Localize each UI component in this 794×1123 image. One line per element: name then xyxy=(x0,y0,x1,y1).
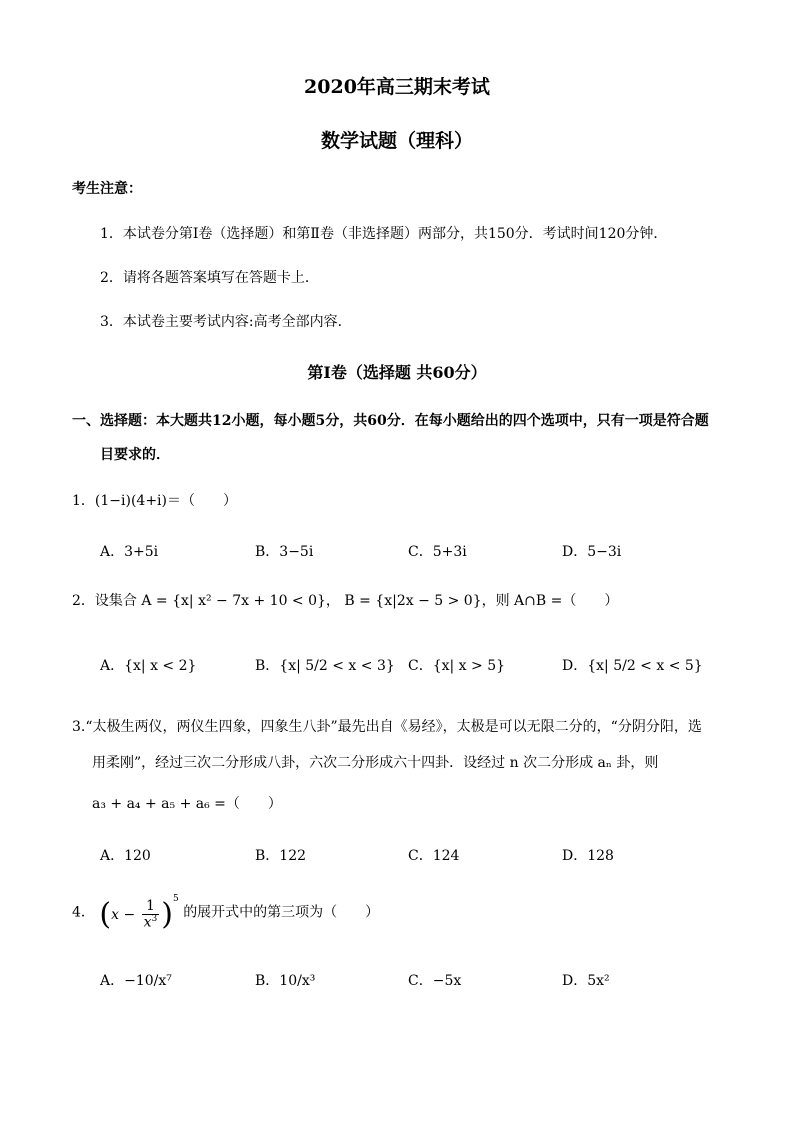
set-a: A = {x| x² − 7x + 10 < 0} xyxy=(141,593,326,609)
q3-option-b: B．122 xyxy=(255,848,307,864)
question-1 xyxy=(72,490,237,510)
question-3 xyxy=(72,716,702,736)
question-number: 1． xyxy=(72,493,95,509)
notice-item-2: 2．请将各题答案填写在答题卡上． xyxy=(100,270,319,286)
question-number: 2． xyxy=(72,593,95,609)
question-number: 3. xyxy=(72,719,86,735)
question-3-line-2: 用柔刚”，经过三次二分形成八卦，六次二分形成六十四卦．设经过 n 次二分形成 aₙ 卦，则 xyxy=(92,755,659,771)
question-stem-suffix: 的展开式中的第三项为（ ） xyxy=(183,904,380,921)
notice-heading: 考生注意： xyxy=(72,181,142,197)
question-stem-suffix: 则 A∩B =（ ） xyxy=(495,593,619,609)
q3-option-a: A．120 xyxy=(100,848,151,864)
q2-option-d: D．{x| 5/2 < x < 5} xyxy=(562,658,703,674)
section-title: 第Ⅰ卷（选择题 共60分） xyxy=(307,363,487,382)
question-number: 4． xyxy=(72,904,95,921)
q4-option-b: B．10/x³ xyxy=(255,973,316,989)
question-stem-prefix: 设集合 xyxy=(94,593,137,609)
question-3-line-3: a₃ + a₄ + a₅ + a₆ =（ ） xyxy=(92,796,282,812)
q1-option-c: C．5+3i xyxy=(408,544,467,560)
q3-option-d: D．128 xyxy=(562,848,614,864)
question-2: 2．设集合 A = {x| x² − 7x + 10 < 0}， B = {x|2x − 5 > 0}，则 A∩B =（ ） xyxy=(72,593,619,609)
q1-option-b: B．3−5i xyxy=(255,544,314,560)
q4-option-c: C．−5x xyxy=(408,973,462,989)
q2-option-c: C．{x| x > 5} xyxy=(408,658,506,674)
set-b: B = {x|2x − 5 > 0} xyxy=(344,593,482,609)
q4-option-a: A．−10/x⁷ xyxy=(100,973,172,989)
question-stem: (1−i)(4+i)＝（ ） xyxy=(94,493,237,509)
q3-option-c: C．124 xyxy=(408,848,460,864)
q1-option-d: D．5−3i xyxy=(562,544,622,560)
question-4 xyxy=(72,894,379,931)
q1-option-a: A．3+5i xyxy=(100,544,159,560)
notice-item-1: 1．本试卷分第Ⅰ卷（选择题）和第Ⅱ卷（非选择题）两部分，共150分．考试时间120分钟． xyxy=(100,226,668,242)
notice-item-3: 3．本试卷主要考试内容:高考全部内容． xyxy=(100,314,352,330)
page-title: 2020年高三期末考试 xyxy=(304,76,490,98)
q4-option-d: D．5x² xyxy=(562,973,610,989)
q2-option-a: A．{x| x < 2} xyxy=(100,658,197,674)
binomial-expression: (x − $\frac{1}{x^3}$ )$^5$ xyxy=(99,894,179,932)
q2-option-b: B．{x| 5/2 < x < 3} xyxy=(255,658,395,674)
page-subtitle: 数学试题（理科） xyxy=(320,130,473,152)
section-instruction-cont: 目要求的． xyxy=(100,447,170,463)
section-instruction: 一、选择题：本大题共12小题，每小题5分，共60分．在每小题给出的四个选项中，只有一项是符合题 xyxy=(72,413,709,429)
question-line-1: “太极生两仪，两仪生四象，四象生八卦”最先出自《易经》，太极是可以无限二分的，“分阴分阳，选 xyxy=(85,719,702,735)
